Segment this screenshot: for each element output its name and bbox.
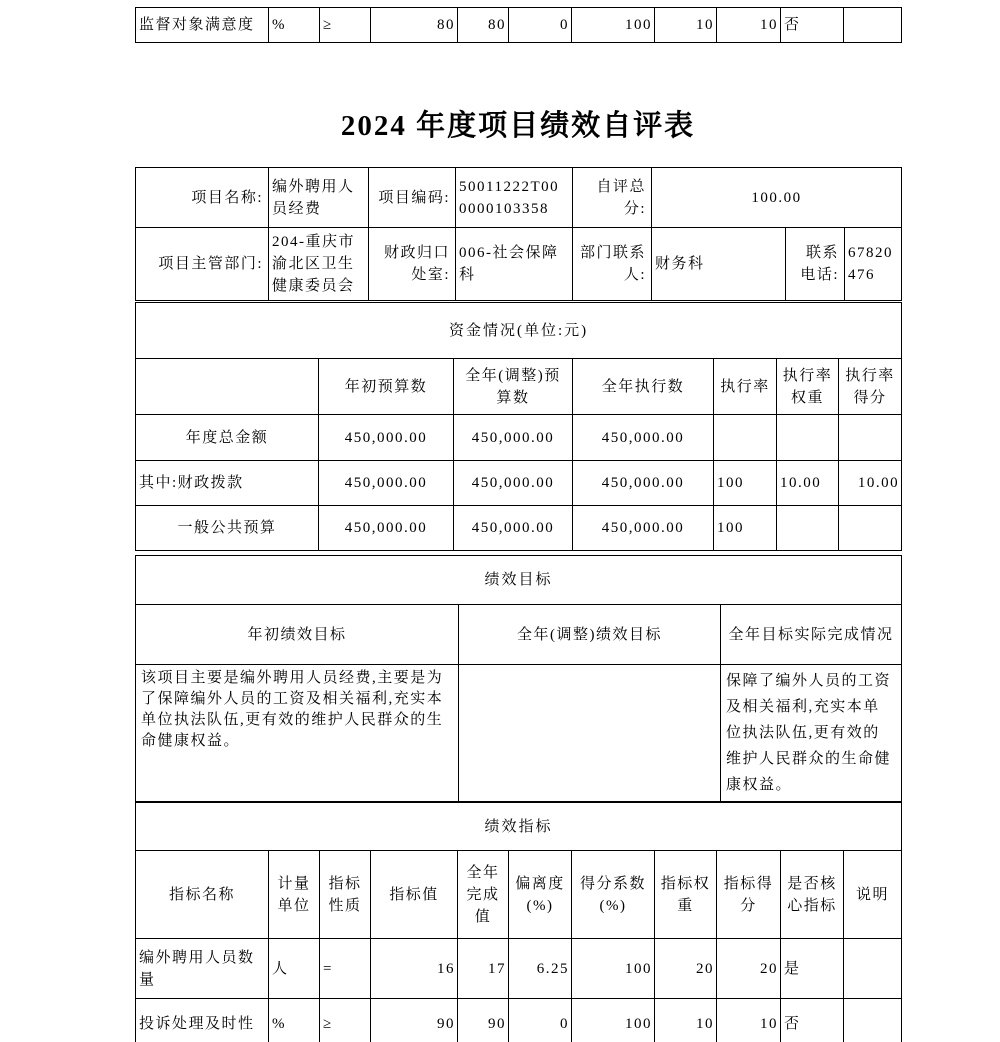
goals-header-actual: 全年目标实际完成情况	[721, 605, 902, 665]
table-row	[136, 168, 902, 228]
indicator-value-cell: 80	[371, 8, 458, 43]
funds-header-adjusted: 全年(调整)预算数	[454, 359, 573, 415]
indicator-nature-cell: ≥	[320, 8, 371, 43]
indicator-completed-cell: 90	[458, 999, 509, 1042]
goals-header-initial: 年初绩效目标	[136, 605, 459, 665]
indicator-weight-cell: 10	[655, 8, 717, 43]
indicator-coefficient-cell: 100	[572, 8, 655, 43]
project-name-value: 编外聘用人员经费	[269, 168, 369, 228]
goals-section-title: 绩效目标	[136, 556, 902, 605]
table-row	[136, 851, 902, 939]
table-row	[136, 506, 902, 551]
indicator-core-cell: 否	[781, 8, 844, 43]
funds-section-title: 资金情况(单位:元)	[136, 303, 902, 359]
funds-header-initial: 年初预算数	[319, 359, 454, 415]
project-name-label: 项目名称:	[136, 168, 269, 228]
contact-label: 部门联系人:	[573, 228, 652, 301]
funds-row-label: 其中:财政拨款	[136, 461, 319, 506]
office-label: 财政归口处室:	[369, 228, 456, 301]
indicator-weight-cell: 20	[655, 939, 717, 999]
dept-value: 204-重庆市渝北区卫生健康委员会	[269, 228, 369, 301]
table-row	[136, 605, 902, 665]
funds-rate-weight-cell: 10.00	[777, 461, 839, 506]
funds-rate-cell	[714, 415, 777, 461]
funds-header-executed: 全年执行数	[573, 359, 714, 415]
table-row	[136, 8, 902, 43]
indicator-deviation-cell: 6.25	[509, 939, 572, 999]
goals-adjusted-text	[459, 665, 721, 802]
funds-rate-score-cell	[839, 506, 902, 551]
funds-rate-cell: 100	[714, 461, 777, 506]
self-score-label: 自评总分:	[573, 168, 652, 228]
indicators-table	[135, 802, 902, 1042]
funds-rate-score-cell: 10.00	[839, 461, 902, 506]
table-row	[136, 461, 902, 506]
goals-header-adjusted: 全年(调整)绩效目标	[459, 605, 721, 665]
indicators-section-title: 绩效指标	[136, 803, 902, 851]
indicator-note-cell	[844, 999, 902, 1042]
indicator-score-cell: 10	[717, 8, 781, 43]
indicator-deviation-cell: 0	[509, 8, 572, 43]
indicators-header-core: 是否核心指标	[781, 851, 844, 939]
funds-initial-cell: 450,000.00	[319, 415, 454, 461]
indicator-core-cell: 否	[781, 999, 844, 1042]
indicators-header-value: 指标值	[371, 851, 458, 939]
table-row	[136, 415, 902, 461]
funds-executed-cell: 450,000.00	[573, 415, 714, 461]
table-row	[136, 303, 902, 359]
table-row	[136, 803, 902, 851]
indicator-coefficient-cell: 100	[572, 939, 655, 999]
funds-adjusted-cell: 450,000.00	[454, 415, 573, 461]
funds-rate-score-cell	[839, 415, 902, 461]
indicator-name-cell: 监督对象满意度	[136, 8, 269, 43]
indicators-header-unit: 计量单位	[269, 851, 320, 939]
table-row	[136, 939, 902, 999]
indicator-nature-cell: =	[320, 939, 371, 999]
funds-rate-cell: 100	[714, 506, 777, 551]
self-score-value: 100.00	[652, 168, 902, 228]
indicator-score-cell: 10	[717, 999, 781, 1042]
project-info-table	[135, 167, 902, 301]
table-row	[136, 228, 902, 301]
funds-header-rate: 执行率	[714, 359, 777, 415]
indicator-value-cell: 90	[371, 999, 458, 1042]
funds-header-rate-score: 执行率得分	[839, 359, 902, 415]
carryover-indicator-table	[135, 7, 902, 43]
phone-label: 联系电话:	[786, 228, 845, 301]
table-row	[136, 999, 902, 1042]
dept-label: 项目主管部门:	[136, 228, 269, 301]
funds-row-label: 年度总金额	[136, 415, 319, 461]
indicators-header-coefficient: 得分系数(%)	[572, 851, 655, 939]
indicator-completed-cell: 80	[458, 8, 509, 43]
phone-value: 67820476	[845, 228, 902, 301]
indicator-unit-cell: 人	[269, 939, 320, 999]
indicators-header-note: 说明	[844, 851, 902, 939]
indicators-header-completed: 全年完成值	[458, 851, 509, 939]
indicators-header-weight: 指标权重	[655, 851, 717, 939]
indicator-unit-cell: %	[269, 8, 320, 43]
indicator-nature-cell: ≥	[320, 999, 371, 1042]
project-code-label: 项目编码:	[369, 168, 456, 228]
funds-adjusted-cell: 450,000.00	[454, 461, 573, 506]
goals-actual-text: 保障了编外人员的工资及相关福利,充实本单位执法队伍,更有效的维护人民群众的生命健康权益。	[721, 665, 902, 802]
indicator-weight-cell: 10	[655, 999, 717, 1042]
indicator-name-cell: 编外聘用人员数量	[136, 939, 269, 999]
funds-table	[135, 302, 902, 551]
indicators-header-nature: 指标性质	[320, 851, 371, 939]
funds-adjusted-cell: 450,000.00	[454, 506, 573, 551]
indicator-note-cell	[844, 8, 902, 43]
table-row	[136, 556, 902, 605]
funds-rate-weight-cell	[777, 506, 839, 551]
funds-executed-cell: 450,000.00	[573, 506, 714, 551]
funds-header-blank	[136, 359, 319, 415]
indicator-name-cell: 投诉处理及时性	[136, 999, 269, 1042]
indicators-header-score: 指标得分	[717, 851, 781, 939]
indicator-value-cell: 16	[371, 939, 458, 999]
funds-initial-cell: 450,000.00	[319, 461, 454, 506]
goals-table	[135, 555, 902, 802]
indicator-completed-cell: 17	[458, 939, 509, 999]
indicators-header-name: 指标名称	[136, 851, 269, 939]
table-row	[136, 665, 902, 802]
indicator-unit-cell: %	[269, 999, 320, 1042]
indicator-note-cell	[844, 939, 902, 999]
indicator-coefficient-cell: 100	[572, 999, 655, 1042]
funds-header-rate-weight: 执行率权重	[777, 359, 839, 415]
funds-initial-cell: 450,000.00	[319, 506, 454, 551]
indicator-deviation-cell: 0	[509, 999, 572, 1042]
indicator-core-cell: 是	[781, 939, 844, 999]
contact-value: 财务科	[652, 228, 786, 301]
indicators-header-deviation: 偏离度(%)	[509, 851, 572, 939]
funds-rate-weight-cell	[777, 415, 839, 461]
project-code-value: 50011222T000000103358	[456, 168, 573, 228]
funds-executed-cell: 450,000.00	[573, 461, 714, 506]
office-value: 006-社会保障科	[456, 228, 573, 301]
page-title: 2024 年度项目绩效自评表	[340, 110, 696, 142]
indicator-score-cell: 20	[717, 939, 781, 999]
funds-row-label: 一般公共预算	[136, 506, 319, 551]
goals-initial-text: 该项目主要是编外聘用人员经费,主要是为了保障编外人员的工资及相关福利,充实本单位执法队伍,更有效的维护人民群众的生命健康权益。	[136, 665, 459, 802]
table-row	[136, 359, 902, 415]
